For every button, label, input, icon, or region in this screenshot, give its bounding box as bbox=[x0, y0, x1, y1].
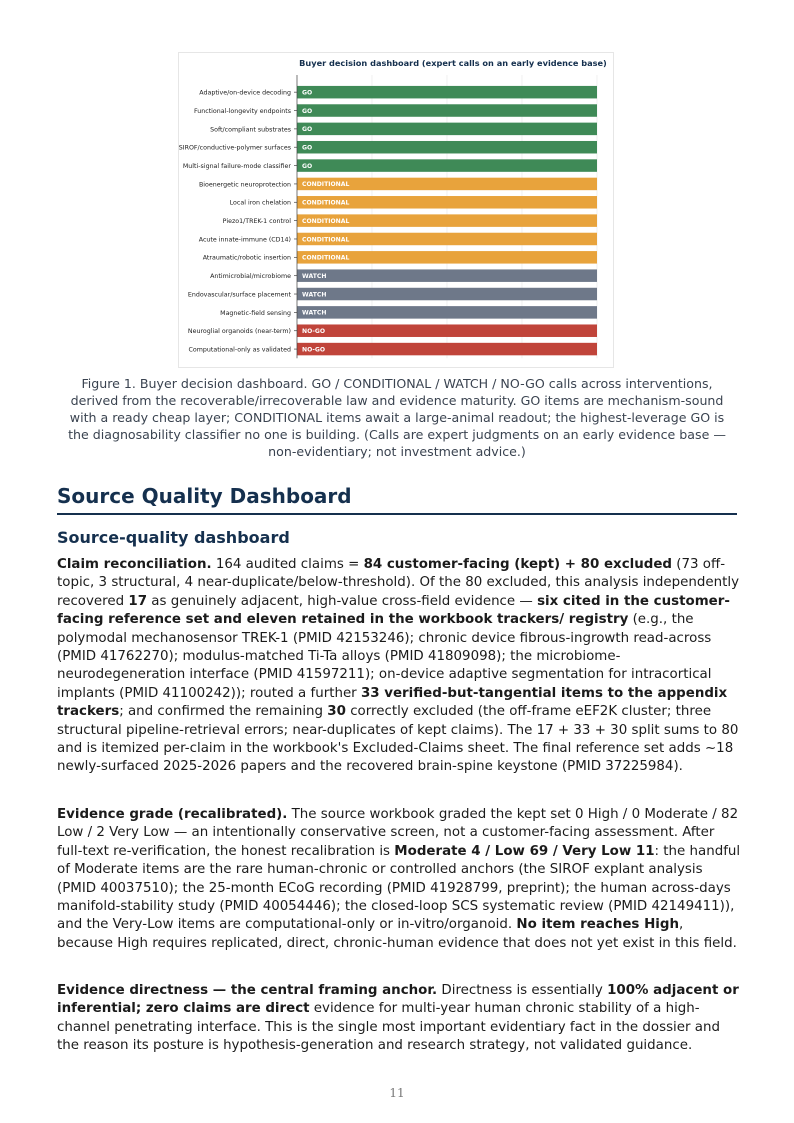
bar-go bbox=[297, 159, 597, 172]
category-label: SIROF/conductive-polymer surfaces bbox=[179, 144, 291, 152]
bar-call-label: CONDITIONAL bbox=[302, 217, 350, 225]
category-label: Antimicrobial/microbiome bbox=[210, 273, 291, 281]
category-label: Soft/compliant substrates bbox=[210, 126, 291, 134]
bar-call-label: GO bbox=[302, 162, 313, 170]
bar-watch bbox=[297, 306, 597, 319]
category-label: Magnetic-field sensing bbox=[220, 309, 291, 317]
category-label: Bioenergetic neuroprotection bbox=[198, 181, 291, 189]
section-title: Source Quality Dashboard bbox=[57, 484, 352, 508]
evidence-directness-paragraph: Evidence directness — the central framing anchor. Directness is essentially 100% adjacent or inferential; zero claims are direct evidence for multi-year human chronic stability of a high-channel penetrating interface. This is the single most important evidentiary fact in the dossier and the reason its posture is hypothesis-generation and research strategy, not validated guidance. bbox=[57, 983, 739, 1054]
category-label: Adaptive/on-device decoding bbox=[199, 89, 291, 97]
bar-call-label: NO-GO bbox=[302, 328, 326, 336]
bar-call-label: WATCH bbox=[302, 272, 327, 280]
bar-no-go bbox=[297, 343, 597, 356]
chart-title: Buyer decision dashboard (expert calls on an early evidence base) bbox=[299, 58, 607, 68]
bar-go bbox=[297, 104, 597, 117]
category-label: Local iron chelation bbox=[229, 199, 291, 207]
chart-canvas bbox=[179, 53, 615, 369]
bar-call-label: GO bbox=[302, 107, 313, 115]
bar-call-label: NO-GO bbox=[302, 346, 326, 354]
bar-go bbox=[297, 86, 597, 99]
bar-call-label: CONDITIONAL bbox=[302, 199, 350, 207]
section-divider bbox=[57, 513, 737, 515]
bar-call-label: WATCH bbox=[302, 291, 327, 299]
bar-call-label: GO bbox=[302, 126, 313, 134]
bar-no-go bbox=[297, 324, 597, 337]
category-label: Piezo1/TREK-1 control bbox=[222, 218, 291, 226]
figure-caption: Figure 1. Buyer decision dashboard. GO / CONDITIONAL / WATCH / NO-GO calls across interventions, derived from the recoverable/irrecoverable law and evidence maturity. GO items are mechanism-sound with a ready cheap layer; CONDITIONAL items await a large-animal readout; the highest-leverage GO is the diagnosability classifier no one is building. (Calls are expert judgments on an early evidence base — non-evidentiary; not investment advice.) bbox=[68, 376, 726, 459]
category-label: Functional-longevity endpoints bbox=[193, 107, 291, 115]
bar-watch bbox=[297, 269, 597, 282]
bar-call-label: GO bbox=[302, 89, 313, 97]
bar-call-label: CONDITIONAL bbox=[302, 254, 350, 262]
bar-go bbox=[297, 141, 597, 154]
category-label: Multi-signal failure-mode classifier bbox=[182, 162, 291, 170]
bar-call-label: CONDITIONAL bbox=[302, 181, 350, 189]
category-label: Endovascular/surface placement bbox=[187, 291, 291, 299]
claim-reconciliation-paragraph: Claim reconciliation. 164 audited claims = 84 customer-facing (kept) + 80 excluded (73 off-topic, 3 structural, 4 near-duplicate/below-threshold). Of the 80 excluded, this analysis independently recovered 17 as genuinely adjacent, high-value cross-field evidence — six cited in the customer-facing reference set and eleven retained in the workbook trackers/ registry (e.g., the polymodal mechanosensor TREK-1 (PMID 42153246); chronic device fibrous-ingrowth read-across (PMID 41762270); modulus-matched Ti-Ta alloys (PMID 41809098); the microbiome-neurodegeneration interface (PMID 41597211); on-device adaptive segmentation for intracortical implants (PMID 41100242)); routed a further 33 verified-but-tangential items to the appendix trackers; and confirmed the remaining 30 correctly excluded (the off-frame eEF2K cluster; three structural pipeline-retrieval errors; near-duplicates of kept claims). The 17 + 33 + 30 split sums to 80 and is itemized per-claim in the workbook's Excluded-Claims sheet. The final reference set adds ~18 newly-surfaced 2025-2026 papers and the recovered brain-spine keystone (PMID 37225984). bbox=[57, 557, 739, 775]
bar-call-label: GO bbox=[302, 144, 313, 152]
category-label: Computational-only as validated bbox=[188, 346, 291, 354]
page-number: 11 bbox=[389, 1086, 405, 1100]
bar-call-label: WATCH bbox=[302, 309, 327, 317]
category-label: Neuroglial organoids (near-term) bbox=[187, 328, 291, 336]
category-label: Acute innate-immune (CD14) bbox=[198, 236, 291, 244]
bar-watch bbox=[297, 288, 597, 301]
category-label: Atraumatic/robotic insertion bbox=[202, 254, 291, 262]
bar-call-label: CONDITIONAL bbox=[302, 236, 350, 244]
evidence-grade-paragraph: Evidence grade (recalibrated). The source workbook graded the kept set 0 High / 0 Moderate / 82 Low / 2 Very Low — an intentionally conservative screen, not a customer-facing assessment. After full-text re-verification, the honest recalibration is Moderate 4 / Low 69 / Very Low 11: the handful of Moderate items are the rare human-chronic or controlled anchors (the SIROF explant analysis (PMID 40037510); the 25-month ECoG recording (PMID 41928799, preprint); the human across-days manifold-stability study (PMID 40054446); the closed-loop SCS systematic review (PMID 42149411)), and the Very-Low items are computational-only or in-vitro/organoid. No item reaches High, because High requires replicated, direct, chronic-human evidence that does not yet exist in this field. bbox=[57, 807, 741, 951]
decision-dashboard-chart bbox=[178, 52, 614, 368]
subsection-title: Source-quality dashboard bbox=[57, 528, 290, 547]
bar-go bbox=[297, 123, 597, 136]
